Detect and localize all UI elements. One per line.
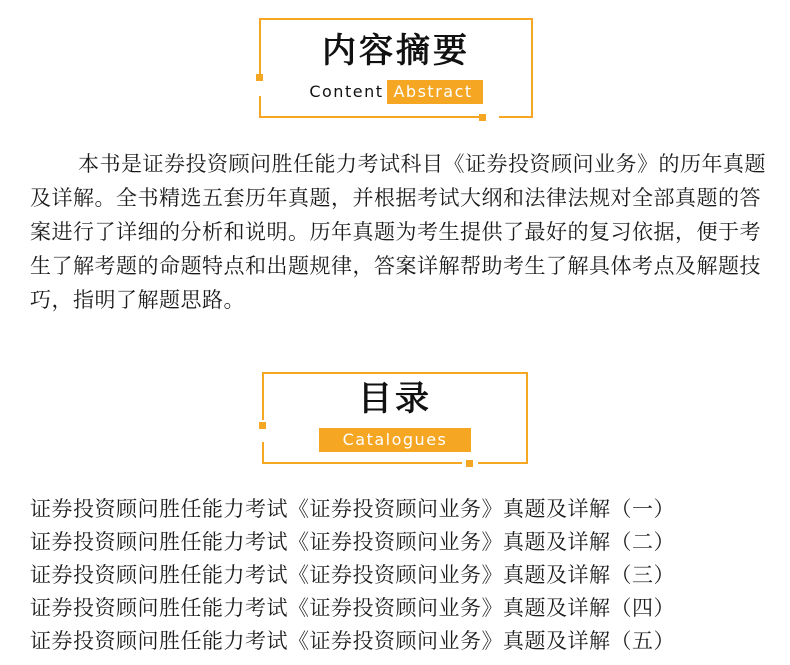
abstract-subtitle-english: Content bbox=[309, 82, 384, 101]
abstract-subtitle bbox=[255, 80, 537, 104]
toc-subtitle-badge: Catalogues bbox=[319, 428, 472, 452]
toc-header bbox=[258, 368, 532, 468]
toc-item-5[interactable]: 证券投资顾问胜任能力考试《证券投资顾问业务》真题及详解（五） bbox=[30, 629, 675, 653]
toc-list bbox=[30, 493, 770, 658]
abstract-subtitle-badge: Abstract bbox=[387, 80, 482, 104]
toc-item-3[interactable]: 证券投资顾问胜任能力考试《证券投资顾问业务》真题及详解（三） bbox=[30, 563, 675, 587]
abstract-header bbox=[255, 12, 537, 120]
toc-heading: 目录 bbox=[358, 379, 432, 419]
toc-item-2[interactable]: 证券投资顾问胜任能力考试《证券投资顾问业务》真题及详解（二） bbox=[30, 530, 675, 554]
toc-subtitle bbox=[258, 428, 532, 452]
abstract-header-dot-bottom bbox=[479, 114, 486, 121]
abstract-heading: 内容摘要 bbox=[322, 31, 470, 71]
toc-header-dot-bottom bbox=[466, 460, 473, 467]
toc-item-4[interactable]: 证券投资顾问胜任能力考试《证券投资顾问业务》真题及详解（四） bbox=[30, 596, 675, 620]
toc-item-1[interactable]: 证券投资顾问胜任能力考试《证券投资顾问业务》真题及详解（一） bbox=[30, 497, 675, 521]
abstract-body: 本书是证券投资顾问胜任能力考试科目《证券投资顾问业务》的历年真题及详解。全书精选五套历年真题，并根据考试大纲和法律法规对全部真题的答案进行了详细的分析和说明。历年真题为考生提供了最好的复习依据，便于考生了解考题的命题特点和出题规律，答案详解帮助考生了解具体考点及解题技巧，指明了解题思路。 bbox=[30, 152, 766, 312]
